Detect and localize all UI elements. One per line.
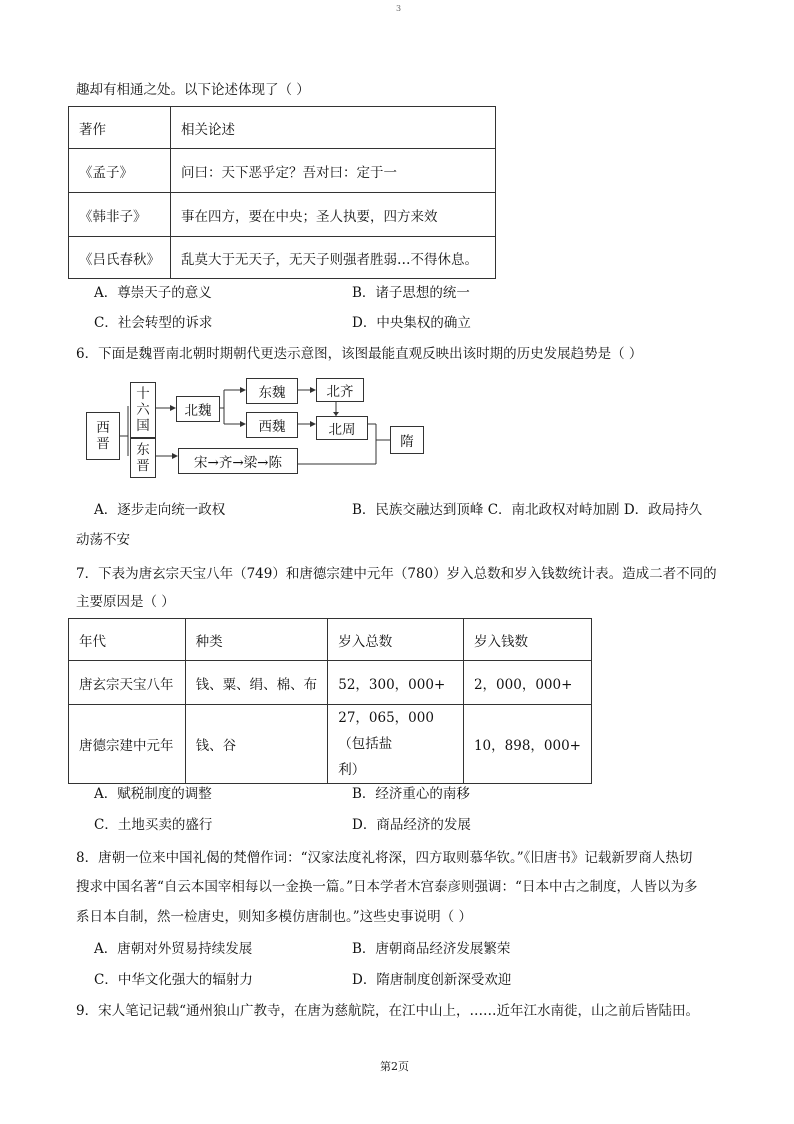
question-8-line-3: 系日本自制，然一检唐史，则知多模仿唐制也。”这些史事说明（ ）: [76, 909, 472, 925]
question-8-line-1: 8．唐朝一位来中国礼偈的梵僧作词：“汉家法度礼将深，四方取则慕华钦。”《旧唐书》记载新罗商人热切: [76, 850, 693, 866]
question-8-line-2: 搜求中国名著“自云本国宰相每以一金换一篇。”日本学者木宫泰彦则强调：“日本中古之制度，人皆以为多: [76, 879, 698, 895]
question-7-stem-2: 主要原因是（ ）: [76, 594, 175, 610]
table-row: [69, 661, 592, 705]
q7-option-d[interactable]: D．商品经济的发展: [352, 817, 471, 833]
box-beizhou: [316, 416, 368, 440]
table-row: [69, 237, 496, 279]
box-beiqi: [316, 378, 364, 402]
header-year: 年代: [69, 619, 186, 661]
box-dongwei: [246, 378, 298, 404]
q5-option-a[interactable]: A．尊崇天子的意义: [94, 285, 212, 301]
works-table: [68, 106, 496, 279]
box-text: 宋→齐→梁→陈: [194, 455, 282, 471]
dynasty-diagram: [86, 378, 446, 488]
q5-option-b[interactable]: B．诸子思想的统一: [352, 285, 470, 301]
box-text: 六: [136, 402, 150, 418]
q6-option-a[interactable]: A．逐步走向统一政权: [94, 502, 226, 518]
q5-option-d[interactable]: D．中央集权的确立: [352, 315, 471, 331]
table-cell-text: 27，065，000（包括盐 利）: [338, 710, 434, 778]
q6-options-bcd[interactable]: B．民族交融达到顶峰 C．南北政权对峙加剧 D．政局持久: [352, 502, 703, 518]
table-cell: 52，300，000+: [328, 661, 464, 705]
box-text: 西: [96, 420, 110, 436]
box-shiliuguo: [130, 382, 156, 438]
box-xiwei: [246, 412, 298, 438]
table-row: [69, 705, 592, 784]
question-6-stem: 6．下面是魏晋南北朝时期朝代更迭示意图，该图最能直观反映出该时期的历史发展趋势是（ ）: [76, 346, 643, 362]
box-text: 东魏: [258, 385, 286, 401]
box-south-dynasties: [178, 448, 298, 474]
table-cell-total-multiline: [328, 705, 464, 784]
box-text: 北周: [328, 422, 356, 438]
page-footer: 第2页: [380, 1060, 409, 1073]
question-7-stem-1: 7．下表为唐玄宗天宝八年（749）和唐德宗建中元年（780）岁入总数和岁入钱数统计表。造成二者不同的: [76, 566, 717, 582]
table-cell: 唐玄宗天宝八年: [69, 661, 186, 705]
page-marker: 3: [396, 4, 402, 13]
table-cell: 10，898，000+: [463, 705, 591, 784]
box-text: 十: [136, 386, 150, 402]
table-header-row: [69, 619, 592, 661]
table-cell: 2，000，000+: [463, 661, 591, 705]
header-total: 岁入总数: [328, 619, 464, 661]
revenue-table: [68, 618, 592, 784]
box-text: 晋: [96, 436, 110, 452]
q8-option-c[interactable]: C．中华文化强大的辐射力: [94, 972, 253, 988]
table-cell: 唐德宗建中元年: [69, 705, 186, 784]
header-money: 岁入钱数: [463, 619, 591, 661]
table-header-row: [69, 107, 496, 149]
table-cell: 钱、粟、绢、棉、布: [185, 661, 328, 705]
header-work: 著作: [69, 107, 171, 149]
table-cell: 《吕氏春秋》: [69, 237, 171, 279]
table-row: [69, 149, 496, 193]
box-text: 北齐: [326, 384, 354, 400]
header-kind: 种类: [185, 619, 328, 661]
table-cell: 事在四方，要在中央；圣人执要，四方来效: [171, 193, 496, 237]
table-cell: 《孟子》: [69, 149, 171, 193]
table-cell: 《韩非子》: [69, 193, 171, 237]
box-text: 北魏: [184, 403, 212, 419]
box-text: 晋: [136, 458, 150, 474]
q8-option-b[interactable]: B．唐朝商品经济发展繁荣: [352, 941, 511, 957]
box-text: 国: [136, 418, 150, 434]
box-text: 西魏: [258, 419, 286, 435]
box-text: 隋: [400, 434, 414, 450]
box-xijin: [86, 412, 120, 460]
table-cell: 钱、谷: [185, 705, 328, 784]
table-cell: 乱莫大于无天子，无天子则强者胜弱…不得休息。: [171, 237, 496, 279]
header-argument: 相关论述: [171, 107, 496, 149]
question-9-line-1: 9．宋人笔记记载“通州狼山广教寺，在唐为慈航院，在江中山上，……近年江水南徙，山之前后皆陆田。: [76, 1003, 699, 1019]
table-row: [69, 193, 496, 237]
box-beiwei: [176, 396, 220, 422]
q7-option-a[interactable]: A．赋税制度的调整: [94, 786, 212, 802]
q7-option-c[interactable]: C．土地买卖的盛行: [94, 817, 213, 833]
q8-option-a[interactable]: A．唐朝对外贸易持续发展: [94, 941, 253, 957]
q6-option-d-cont: 动荡不安: [76, 532, 130, 548]
q8-option-d[interactable]: D．隋唐制度创新深受欢迎: [352, 972, 512, 988]
table-cell: 问曰：天下恶乎定？吾对曰：定于一: [171, 149, 496, 193]
box-sui: [390, 426, 424, 454]
question-5-intro: 趣却有相通之处。以下论述体现了（ ）: [76, 82, 310, 98]
box-dongjin: [130, 438, 156, 478]
q7-option-b[interactable]: B．经济重心的南移: [352, 786, 470, 802]
box-text: 东: [136, 442, 150, 458]
q5-option-c[interactable]: C．社会转型的诉求: [94, 315, 213, 331]
